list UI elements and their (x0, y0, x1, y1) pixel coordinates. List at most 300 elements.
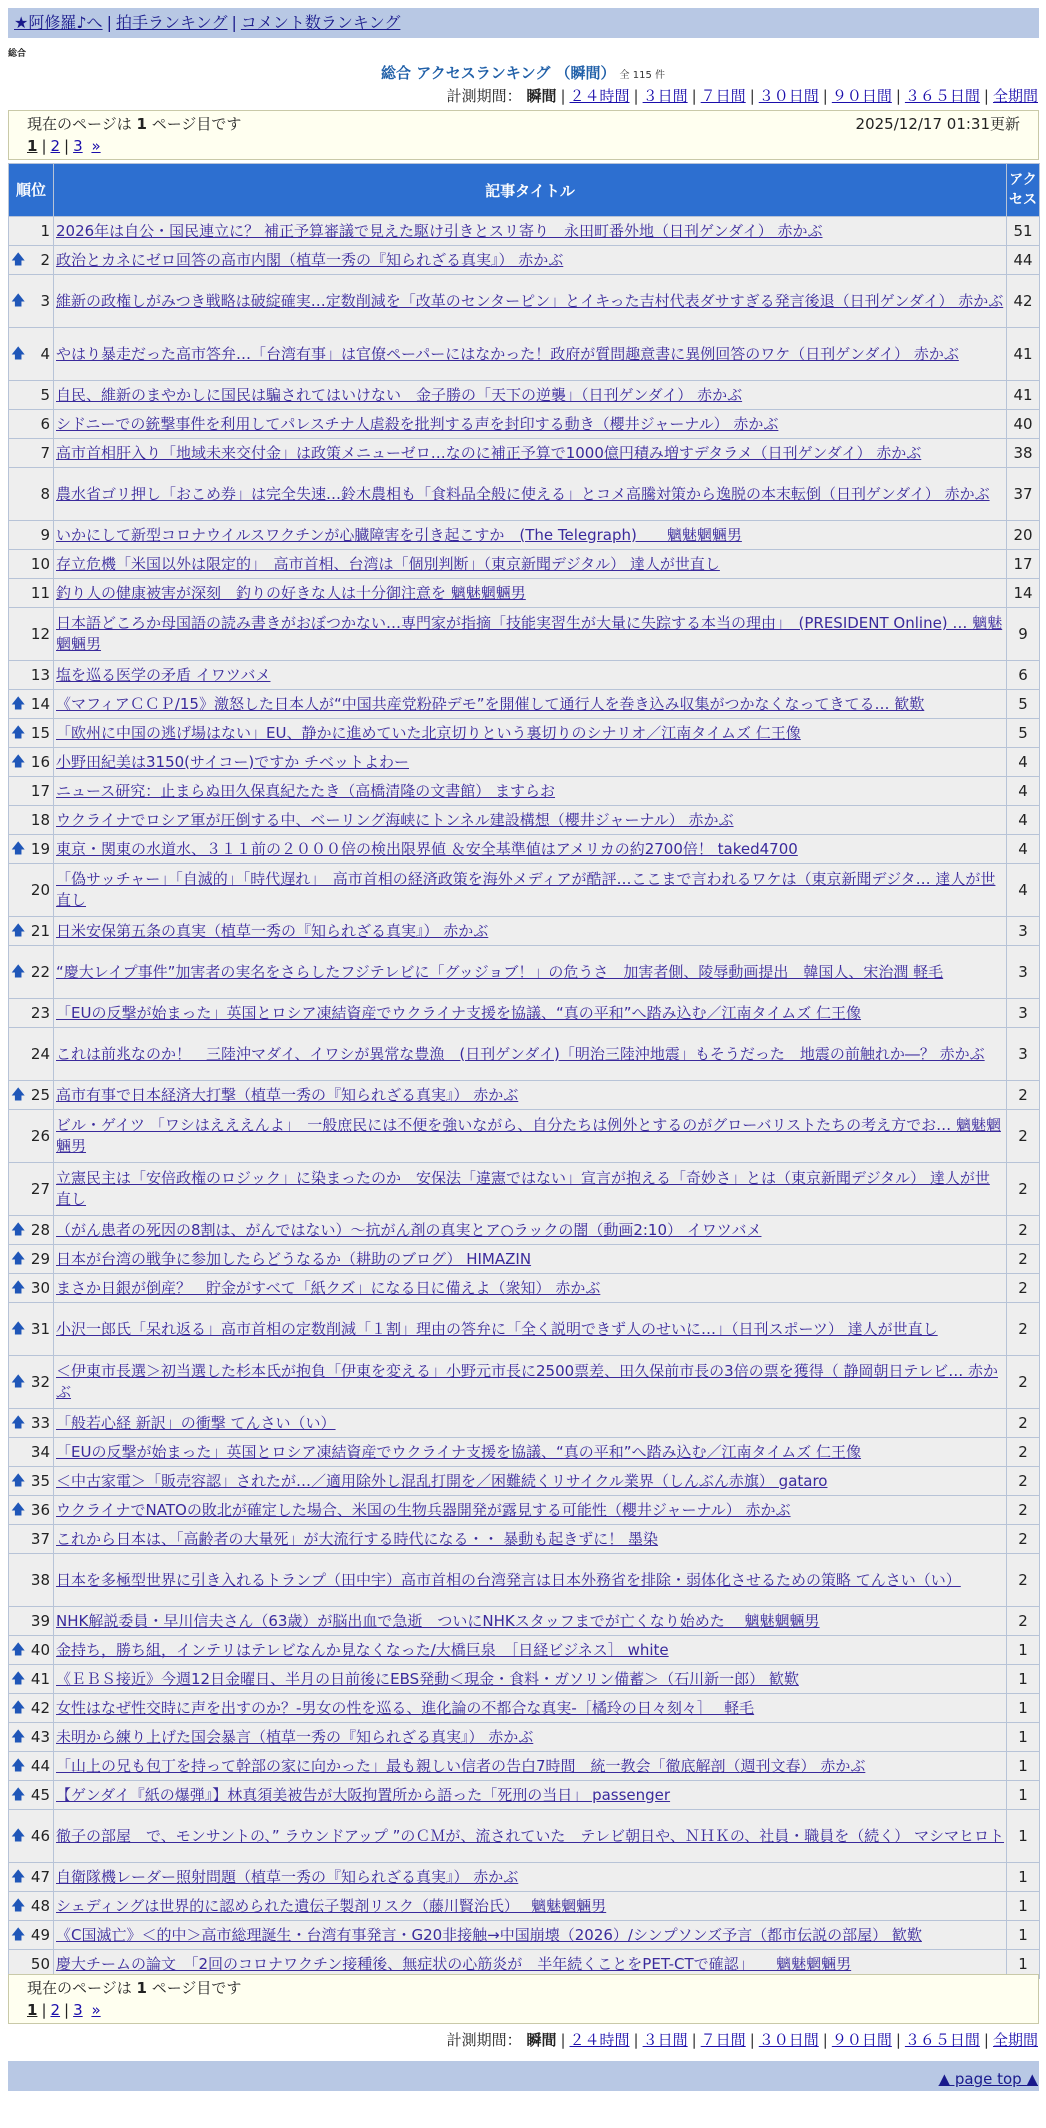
rank-up-arrow-icon: 🡅 (11, 1279, 26, 1296)
access-count: 1 (1007, 1665, 1040, 1694)
updated-timestamp: 2025/12/17 01:31更新 (855, 115, 1020, 133)
table-row (9, 1921, 1040, 1950)
rank-number: 40 (30, 1640, 50, 1659)
rank-number: 19 (30, 839, 50, 858)
rank-number: 35 (30, 1471, 50, 1490)
table-row (9, 1781, 1040, 1810)
rank-cell (9, 1665, 54, 1694)
period-30d-link[interactable]: ３０日間 (758, 2031, 819, 2049)
period-current: 瞬間 (526, 87, 557, 105)
rank-number: 27 (30, 1179, 50, 1198)
table-row (9, 999, 1040, 1028)
rank-number: 44 (30, 1756, 50, 1775)
rank-cell (9, 1892, 54, 1921)
rank-number: 23 (30, 1003, 50, 1022)
access-count: 44 (1007, 246, 1040, 275)
access-column-header: アクセス (1007, 164, 1040, 217)
access-count: 1 (1007, 1781, 1040, 1810)
rank-number: 48 (30, 1896, 50, 1915)
rank-number: 1 (40, 221, 50, 240)
rank-up-arrow-icon: 🡅 (11, 1250, 26, 1267)
period-24h-link[interactable]: ２４時間 (569, 87, 630, 105)
title-cell (54, 864, 1007, 917)
table-row (9, 1081, 1040, 1110)
title-cell (54, 439, 1007, 468)
title-column-header: 記事タイトル (54, 164, 1007, 217)
access-count: 40 (1007, 410, 1040, 439)
table-row (9, 550, 1040, 579)
table-row (9, 1303, 1040, 1356)
page-2-link[interactable]: 2 (50, 2001, 61, 2019)
table-row (9, 521, 1040, 550)
access-count: 2 (1007, 1467, 1040, 1496)
access-count: 3 (1007, 1028, 1040, 1081)
applause-ranking-link[interactable]: 拍手ランキング (115, 13, 228, 32)
ranking-table (8, 163, 1040, 1979)
article-title-link[interactable]: 日本を多極型世界に引き入れるトランプ（田中宇）高市首相の台湾発言は日本外務省を排除・弱体化させるための策略 てんさい（い） (56, 1570, 961, 1589)
table-row (9, 1607, 1040, 1636)
rank-up-arrow-icon: 🡅 (11, 840, 26, 857)
article-title-link[interactable]: ＜中古家電＞「販売容認」されたが…／適用除外し混乱打開を／困難続くリサイクル業界（しんぶん赤旗） gataro (56, 1471, 828, 1490)
rank-number: 50 (30, 1954, 50, 1973)
title-cell (54, 719, 1007, 748)
rank-cell (9, 1438, 54, 1467)
title-cell (54, 1723, 1007, 1752)
article-title-link[interactable]: 日米安保第五条の真実（植草一秀の『知られざる真実』） 赤かぶ (56, 921, 489, 940)
rank-column-header: 順位 (9, 164, 54, 217)
table-row (9, 246, 1040, 275)
access-count: 2 (1007, 1496, 1040, 1525)
period-7d-link[interactable]: ７日間 (700, 2031, 746, 2049)
rank-number: 30 (30, 1278, 50, 1297)
article-title-link[interactable]: （がん患者の死因の8割は、がんではない）～抗がん剤の真実とア○ラックの闇（動画2:10） イワツバメ (56, 1220, 762, 1239)
rank-number: 43 (30, 1727, 50, 1746)
rank-cell (9, 381, 54, 410)
access-count: 2 (1007, 1356, 1040, 1409)
title-cell (54, 1356, 1007, 1409)
rank-number: 38 (30, 1570, 50, 1589)
article-title-link[interactable]: 《ＥＢＳ接近》今週12日金曜日、半月の日前後にEBS発動＜現金・食料・ガソリン備蓄＞（石川新一郎） 歓歎 (56, 1669, 799, 1688)
article-title-link[interactable]: ビル・ゲイツ 「ワシはえええんよ」 一般庶民には不便を強いながら、自分たちは例外とするのがグローバリストたちの考え方でお… 魑魅魍魎男 (56, 1116, 1001, 1155)
rank-up-arrow-icon: 🡅 (11, 1320, 26, 1337)
period-all-link[interactable]: 全期間 (992, 2031, 1038, 2049)
title-cell (54, 328, 1007, 381)
rank-cell (9, 1303, 54, 1356)
title-cell (54, 1409, 1007, 1438)
table-row (9, 1525, 1040, 1554)
access-count: 1 (1007, 1723, 1040, 1752)
title-cell (54, 1438, 1007, 1467)
next-page-link[interactable]: » (91, 137, 101, 155)
title-cell (54, 217, 1007, 246)
table-row (9, 748, 1040, 777)
article-title-link[interactable]: 《C国滅亡》＜的中＞高市総理誕生・台湾有事発言・G20非接触→中国崩壊（2026）/シンプソンズ予言（都市伝説の部屋） 歓歎 (56, 1925, 922, 1944)
rank-number: 49 (30, 1925, 50, 1944)
rank-up-arrow-icon: 🡅 (11, 1699, 26, 1716)
separator: | (106, 13, 112, 32)
rank-up-arrow-icon: 🡅 (11, 1670, 26, 1687)
title-cell (54, 1525, 1007, 1554)
title-cell (54, 1636, 1007, 1665)
table-row (9, 719, 1040, 748)
article-title-link[interactable]: 小沢一郎氏「呆れ返る」高市首相の定数削減「１割」理由の答弁に「全く説明できず人のせいに…」（日刊スポーツ） 達人が世直し (56, 1319, 938, 1338)
access-count: 3 (1007, 917, 1040, 946)
article-title-link[interactable]: ウクライナでNATOの敗北が確定した場合、米国の生物兵器開発が露見する可能性（櫻井ジャーナル） 赤かぶ (56, 1500, 791, 1519)
table-row (9, 1216, 1040, 1245)
rank-cell (9, 748, 54, 777)
rank-number: 10 (30, 554, 50, 573)
article-title-link[interactable]: 日本語どころか母国語の読み書きがおぼつかない…専門家が指摘「技能実習生が大量に失踪する本当の理由」 (PRESIDENT Online) … 魑魅魍魎男 (56, 614, 1003, 653)
access-count: 41 (1007, 381, 1040, 410)
rank-cell (9, 1723, 54, 1752)
title-cell (54, 1863, 1007, 1892)
table-row (9, 1665, 1040, 1694)
table-row (9, 1028, 1040, 1081)
article-title-link[interactable]: 徹子の部屋 で、モンサントの、” ラウンドアップ ”のＣＭが、流されていた テレビ朝日や、ＮＨＫの、社員・職員を（続く） マシマヒロト (56, 1826, 1005, 1845)
rank-number: 16 (30, 752, 50, 771)
rank-up-arrow-icon: 🡅 (11, 1641, 26, 1658)
table-row (9, 1863, 1040, 1892)
rank-cell (9, 439, 54, 468)
article-title-link[interactable]: 存立危機「米国以外は限定的」 高市首相、台湾は「個別判断」（東京新聞デジタル） 達人が世直し (56, 554, 720, 573)
table-row (9, 946, 1040, 999)
article-title-link[interactable]: 《マフィアＣＣＰ/15》激怒した日本人が“中国共産党粉砕デモ”を開催して通行人を巻き込み収集がつかなくなってきてる… 歓歎 (56, 694, 925, 713)
period-365d-link[interactable]: ３６５日間 (904, 87, 980, 105)
access-count: 17 (1007, 550, 1040, 579)
rank-up-arrow-icon: 🡅 (11, 1897, 26, 1914)
period-selector-bottom: 計測期間： 瞬間 | ２４時間 | ３日間 | ７日間 | ３０日間 | ９０日間 | ３６５日間 | 全期間 (446, 2031, 1038, 2049)
access-count: 2 (1007, 1081, 1040, 1110)
asyura-home-link[interactable]: ★阿修羅♪へ (14, 13, 103, 32)
period-24h-link[interactable]: ２４時間 (569, 2031, 630, 2049)
rank-cell (9, 1752, 54, 1781)
rank-up-arrow-icon: 🡅 (11, 1757, 26, 1774)
table-row (9, 835, 1040, 864)
rank-cell (9, 917, 54, 946)
access-count: 2 (1007, 1554, 1040, 1607)
article-title-link[interactable]: 「偽サッチャー」「自滅的」「時代遅れ」 高市首相の経済政策を海外メディアが酷評…ここまで言われるワケは（東京新聞デジタ… 達人が世直し (56, 870, 996, 909)
rank-cell (9, 1081, 54, 1110)
article-title-link[interactable]: シェディングは世界的に認められた遺伝子製剤リスク（藤川賢治氏） 魑魅魍魎男 (56, 1896, 607, 1915)
rank-cell (9, 1781, 54, 1810)
access-count: 2 (1007, 1607, 1040, 1636)
article-title-link[interactable]: 日本が台湾の戦争に参加したらどうなるか（耕助のブログ） HIMAZIN (56, 1249, 532, 1268)
rank-cell (9, 608, 54, 661)
rank-number: 14 (30, 694, 50, 713)
access-count: 37 (1007, 468, 1040, 521)
rank-cell (9, 719, 54, 748)
rank-cell (9, 1863, 54, 1892)
article-title-link[interactable]: これは前兆なのか！ 三陸沖マダイ、イワシが異常な豊漁 (日刊ゲンダイ)「明治三陸沖地震」もそうだった 地震の前触れか―？ 赤かぶ (56, 1044, 985, 1063)
total-count: 全 115 件 (619, 70, 665, 81)
table-row (9, 777, 1040, 806)
table-row (9, 1110, 1040, 1163)
access-count: 4 (1007, 777, 1040, 806)
table-row (9, 439, 1040, 468)
rank-number: 32 (30, 1372, 50, 1391)
article-title-link[interactable]: 2026年は自公・国民連立に？ 補正予算審議で見えた駆け引きとスリ寄り 永田町番外地（日刊ゲンダイ） 赤かぶ (56, 221, 823, 240)
title-cell (54, 690, 1007, 719)
period-3d-link[interactable]: ３日間 (642, 2031, 688, 2049)
period-3d-link[interactable]: ３日間 (642, 87, 688, 105)
access-count: 1 (1007, 1921, 1040, 1950)
rank-number: 3 (40, 291, 50, 310)
article-title-link[interactable]: 「EUの反撃が始まった」英国とロシア凍結資産でウクライナ支援を協議、“真の平和”へ踏み込む／江南タイムズ 仁王像 (56, 1003, 862, 1022)
rank-up-arrow-icon: 🡅 (11, 1373, 26, 1390)
page-top-link[interactable]: ▲ page top ▲ (938, 2070, 1038, 2088)
page-2-link[interactable]: 2 (50, 137, 61, 155)
access-count: 9 (1007, 608, 1040, 661)
article-title-link[interactable]: ウクライナでロシア軍が圧倒する中、ベーリング海峡にトンネル建設構想（櫻井ジャーナル） 赤かぶ (56, 810, 734, 829)
access-count: 5 (1007, 690, 1040, 719)
rank-cell (9, 468, 54, 521)
title-cell (54, 1163, 1007, 1216)
rank-number: 21 (30, 921, 50, 940)
rank-number: 28 (30, 1220, 50, 1239)
title-cell (54, 1216, 1007, 1245)
access-count: 1 (1007, 1694, 1040, 1723)
table-row (9, 1467, 1040, 1496)
period-selector-top: 計測期間： 瞬間 | ２４時間 | ３日間 | ７日間 | ３０日間 | ９０日間 | ３６５日間 | 全期間 (446, 87, 1038, 105)
rank-number: 24 (30, 1044, 50, 1063)
rank-up-arrow-icon: 🡅 (11, 1827, 26, 1844)
access-count: 1 (1007, 1863, 1040, 1892)
rank-up-arrow-icon: 🡅 (11, 251, 26, 268)
next-page-link[interactable]: » (91, 2001, 101, 2019)
article-title-link[interactable]: 慶大チームの論文 「2回のコロナワクチン接種後、無症状の心筋炎が 半年続くことをPET-CTで確認」 魑魅魍魎男 (56, 1954, 852, 1973)
rank-number: 37 (30, 1529, 50, 1548)
access-count: 42 (1007, 275, 1040, 328)
period-label: 計測期間： (446, 2031, 522, 2049)
period-90d-link[interactable]: ９０日間 (831, 2031, 892, 2049)
top-navigation-bar (8, 8, 1039, 38)
access-count: 4 (1007, 806, 1040, 835)
title-cell (54, 806, 1007, 835)
article-title-link[interactable]: ニュース研究：止まらぬ田久保真紀たたき（高橋清隆の文書館） ますらお (56, 781, 556, 800)
title-cell (54, 1496, 1007, 1525)
title-cell (54, 777, 1007, 806)
article-title-link[interactable]: 高市有事で日本経済大打撃（植草一秀の『知られざる真実』） 赤かぶ (56, 1085, 519, 1104)
rank-number: 36 (30, 1500, 50, 1519)
period-30d-link[interactable]: ３０日間 (758, 87, 819, 105)
page-1-current: 1 (27, 137, 38, 155)
article-title-link[interactable]: 未明から練り上げた国会暴言（植草一秀の『知られざる真実』） 赤かぶ (56, 1727, 534, 1746)
access-count: 5 (1007, 719, 1040, 748)
title-cell (54, 1274, 1007, 1303)
rank-cell (9, 1525, 54, 1554)
rank-cell (9, 217, 54, 246)
rank-cell (9, 864, 54, 917)
title-cell (54, 468, 1007, 521)
article-title-link[interactable]: 「般若心経 新訳」の衝撃 てんさい（い） (56, 1413, 336, 1432)
ranking-rows (9, 217, 1040, 1979)
access-count: 4 (1007, 835, 1040, 864)
access-count: 20 (1007, 521, 1040, 550)
comment-ranking-link[interactable]: コメント数ランキング (240, 13, 401, 32)
table-row (9, 1438, 1040, 1467)
article-title-link[interactable]: 自衛隊機レーダー照射問題（植草一秀の『知られざる真実』） 赤かぶ (56, 1867, 519, 1886)
rank-cell (9, 328, 54, 381)
table-row (9, 1163, 1040, 1216)
table-row (9, 579, 1040, 608)
access-count: 2 (1007, 1216, 1040, 1245)
page-3-link[interactable]: 3 (73, 137, 83, 155)
rank-up-arrow-icon: 🡅 (11, 1221, 26, 1238)
period-current: 瞬間 (526, 2031, 557, 2049)
title-cell (54, 1245, 1007, 1274)
title-cell (54, 946, 1007, 999)
article-title-link[interactable]: いかにして新型コロナウイルスワクチンが心臓障害を引き起こすか (The Telegraph) 魑魅魍魎男 (56, 525, 742, 544)
access-count: 2 (1007, 1110, 1040, 1163)
rank-up-arrow-icon: 🡅 (11, 963, 26, 980)
table-row (9, 275, 1040, 328)
table-row (9, 381, 1040, 410)
access-count: 1 (1007, 1892, 1040, 1921)
article-title-link[interactable]: NHK解説委員・早川信夫さん（63歳）が脳出血で急逝 ついにNHKスタッフまでが亡くなり始めた 魑魅魍魎男 (56, 1611, 820, 1630)
rank-cell (9, 410, 54, 439)
rank-cell (9, 1810, 54, 1863)
rank-number: 26 (30, 1126, 50, 1145)
rank-number: 42 (30, 1698, 50, 1717)
title-cell (54, 381, 1007, 410)
period-365d-link[interactable]: ３６５日間 (904, 2031, 980, 2049)
rank-cell (9, 1216, 54, 1245)
access-count: 1 (1007, 1636, 1040, 1665)
table-row (9, 1554, 1040, 1607)
title-cell (54, 1467, 1007, 1496)
table-row (9, 1496, 1040, 1525)
table-row (9, 917, 1040, 946)
article-title-link[interactable]: 「EUの反撃が始まった」英国とロシア凍結資産でウクライナ支援を協議、“真の平和”へ踏み込む／江南タイムズ 仁王像 (56, 1442, 862, 1461)
article-title-link[interactable]: これから日本は、「高齢者の大量死」が大流行する時代になる・・ 暴動も起きずに！ 墨染 (56, 1529, 659, 1548)
article-title-link[interactable]: シドニーでの銃撃事件を利用してパレスチナ人虐殺を批判する声を封印する動き（櫻井ジャーナル） 赤かぶ (56, 414, 779, 433)
rank-cell (9, 1356, 54, 1409)
access-count: 2 (1007, 1163, 1040, 1216)
article-title-link[interactable]: やはり暴走だった高市答弁…「台湾有事」は官僚ペーパーにはなかった！政府が質問趣意書に異例回答のワケ（日刊ゲンダイ） 赤かぶ (56, 344, 959, 363)
rank-number: 11 (30, 583, 50, 602)
title-cell (54, 410, 1007, 439)
current-page-text: 現在のページは 1 ページ目です (27, 1979, 242, 1997)
access-count: 14 (1007, 579, 1040, 608)
table-row (9, 328, 1040, 381)
article-title-link[interactable]: 女性はなぜ性交時に声を出すのか？-男女の性を巡る、進化論の不都合な真実-［橘玲の日々刻々］ 軽毛 (56, 1698, 755, 1717)
table-row (9, 1245, 1040, 1274)
article-title-link[interactable]: 維新の政権しがみつき戦略は破綻確実…定数削減を「改革のセンターピン」とイキった吉村代表ダサすぎる発言後退（日刊ゲンダイ） 赤かぶ (56, 291, 1004, 310)
rank-number: 46 (30, 1826, 50, 1845)
table-row (9, 468, 1040, 521)
period-90d-link[interactable]: ９０日間 (831, 87, 892, 105)
article-title-link[interactable]: 小野田紀美は3150(サイコー)ですか チベットよわー (56, 752, 409, 771)
article-title-link[interactable]: 「山上の兄も包丁を持って幹部の家に向かった」最も親しい信者の告白7時間 統一教会「徹底解剖（週刊文春） 赤かぶ (56, 1756, 866, 1775)
article-title-link[interactable]: 農水省ゴリ押し「おこめ券」は完全失速…鈴木農相も「食料品全般に使える」とコメ高騰対策から逸脱の本末転倒（日刊ゲンダイ） 赤かぶ (56, 484, 990, 503)
table-row (9, 1274, 1040, 1303)
table-row (9, 864, 1040, 917)
rank-number: 6 (40, 414, 50, 433)
article-title-link[interactable]: 塩を巡る医学の矛盾 イワツバメ (56, 665, 271, 684)
rank-cell (9, 579, 54, 608)
article-title-link[interactable]: 立憲民主は「安倍政権のロジック」に染まったのか 安保法「違憲ではない」宣言が抱える「奇妙さ」とは（東京新聞デジタル） 達人が世直し (56, 1169, 990, 1208)
title-cell (54, 1110, 1007, 1163)
article-title-link[interactable]: 自民、維新のまやかしに国民は騙されてはいけない 金子勝の「天下の逆襲」（日刊ゲンダイ） 赤かぶ (56, 385, 743, 404)
title-cell (54, 748, 1007, 777)
article-title-link[interactable]: 「欧州に中国の逃げ場はない」EU、静かに進めていた北京切りという裏切りのシナリオ／江南タイムズ 仁王像 (56, 723, 801, 742)
rank-cell (9, 275, 54, 328)
table-row (9, 690, 1040, 719)
title-cell (54, 275, 1007, 328)
rank-cell (9, 946, 54, 999)
table-row (9, 217, 1040, 246)
access-count: 38 (1007, 439, 1040, 468)
rank-cell (9, 806, 54, 835)
rank-up-arrow-icon: 🡅 (11, 1472, 26, 1489)
rank-up-arrow-icon: 🡅 (11, 695, 26, 712)
pager-bottom (8, 1974, 1039, 2024)
rank-number: 22 (30, 962, 50, 981)
rank-number: 33 (30, 1413, 50, 1432)
article-title-link[interactable]: 政治とカネにゼロ回答の高市内閣（植草一秀の『知られざる真実』） 赤かぶ (56, 250, 564, 269)
article-title-link[interactable]: まさか日銀が倒産？ 貯金がすべて「紙クズ」になる日に備えよ（衆知） 赤かぶ (56, 1278, 601, 1297)
article-title-link[interactable]: 【ゲンダイ『紙の爆弾』】林真須美被告が大阪拘置所から語った「死刑の当日」 passenger (56, 1785, 671, 1804)
title-cell (54, 608, 1007, 661)
table-row (9, 1356, 1040, 1409)
period-all-link[interactable]: 全期間 (992, 87, 1038, 105)
page-3-link[interactable]: 3 (73, 2001, 83, 2019)
rank-up-arrow-icon: 🡅 (11, 292, 26, 309)
pager-top (8, 110, 1039, 160)
rank-number: 41 (30, 1669, 50, 1688)
rank-up-arrow-icon: 🡅 (11, 1926, 26, 1943)
rank-number: 7 (40, 443, 50, 462)
rank-cell (9, 1636, 54, 1665)
rank-cell (9, 1163, 54, 1216)
article-title-link[interactable]: ＜伊東市長選＞初当選した杉本氏が抱負「伊東を変える」小野元市長に2500票差、田久保前市長の3倍の票を獲得（ 静岡朝日テレビ… 赤かぶ (56, 1362, 998, 1401)
section-tag: 総合 (8, 49, 27, 59)
rank-number: 2 (40, 250, 50, 269)
rank-number: 34 (30, 1442, 50, 1461)
rank-number: 45 (30, 1785, 50, 1804)
page-1-current: 1 (27, 2001, 38, 2019)
access-count: 51 (1007, 217, 1040, 246)
rank-number: 5 (40, 385, 50, 404)
title-cell (54, 550, 1007, 579)
rank-cell (9, 550, 54, 579)
access-count: 3 (1007, 999, 1040, 1028)
article-title-link[interactable]: “慶大レイプ事件”加害者の実名をさらしたフジテレビに「グッジョブ！」の危うさ 加害者側、陵辱動画提出 韓国人、宋治潤 軽毛 (56, 962, 944, 981)
ranking-title: 総合 アクセスランキング （瞬間） (381, 64, 616, 82)
rank-up-arrow-icon: 🡅 (11, 345, 26, 362)
title-cell (54, 1081, 1007, 1110)
rank-cell (9, 661, 54, 690)
title-cell (54, 1607, 1007, 1636)
article-title-link[interactable]: 釣り人の健康被害が深刻 釣りの好きな人は十分御注意を 魑魅魍魎男 (56, 583, 526, 602)
rank-up-arrow-icon: 🡅 (11, 1728, 26, 1745)
table-row (9, 1723, 1040, 1752)
article-title-link[interactable]: 東京・関東の水道水、３１１前の２０００倍の検出限界値 ＆安全基準値はアメリカの約2700倍！ taked4700 (56, 839, 798, 858)
article-title-link[interactable]: 高市首相肝入り「地域未来交付金」は政策メニューゼロ…なのに補正予算で1000億円積み増すデタラメ（日刊ゲンダイ） 赤かぶ (56, 443, 922, 462)
article-title-link[interactable]: 金持ち，勝ち組，インテリはテレビなんか見なくなった/大橋巨泉 ［日経ビジネス］ white (56, 1640, 669, 1659)
period-7d-link[interactable]: ７日間 (700, 87, 746, 105)
rank-up-arrow-icon: 🡅 (11, 922, 26, 939)
title-cell (54, 1694, 1007, 1723)
rank-cell (9, 835, 54, 864)
title-cell (54, 661, 1007, 690)
page-links: 1 | 2 | 3 » (27, 2001, 101, 2019)
title-cell (54, 521, 1007, 550)
title-cell (54, 1665, 1007, 1694)
rank-number: 47 (30, 1867, 50, 1886)
access-count: 1 (1007, 1810, 1040, 1863)
rank-up-arrow-icon: 🡅 (11, 1086, 26, 1103)
